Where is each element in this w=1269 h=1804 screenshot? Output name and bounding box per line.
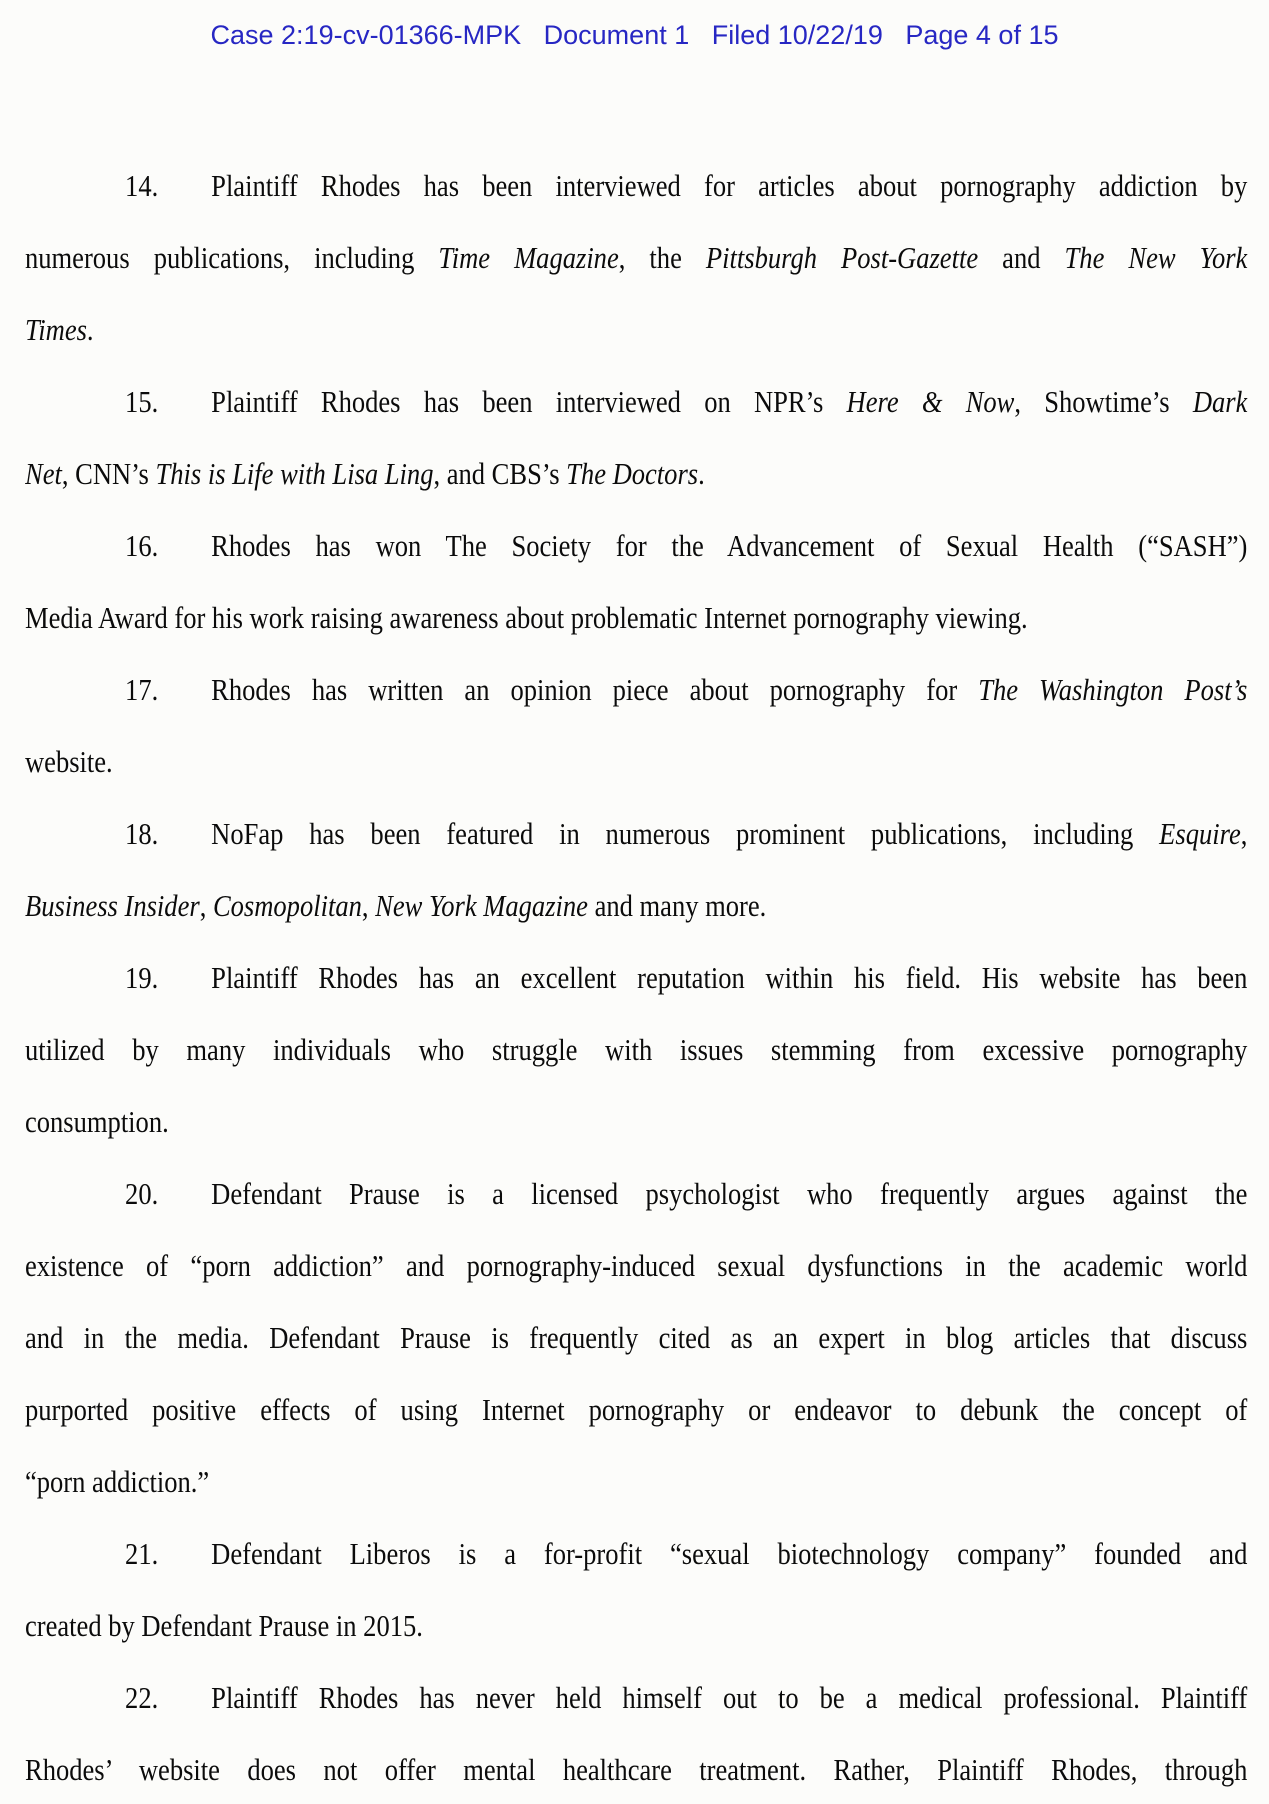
- text-line: [25, 150, 1247, 222]
- text-line: [25, 438, 1247, 510]
- text-segment: Plaintiff Rhodes has an excellent reputation within his field. His website has been: [211, 961, 1248, 995]
- italic-text: The New York: [1064, 241, 1248, 275]
- italic-text: Cosmopolitan: [212, 889, 362, 923]
- text-segment: Plaintiff Rhodes has been interviewed for articles about pornography addiction by: [211, 169, 1248, 203]
- text-segment: , and CBS’s: [433, 457, 567, 491]
- document-body: [25, 150, 1247, 1804]
- text-segment: Defendant Prause is a licensed psychologist who frequently argues against the: [211, 1177, 1248, 1211]
- text-segment: and: [978, 241, 1065, 275]
- italic-text: This is Life with Lisa Ling: [155, 457, 434, 491]
- text-line: [25, 1446, 1247, 1518]
- text-segment: Rhodes has won The Society for the Advancement of Sexual Health (“SASH”): [211, 529, 1248, 563]
- paragraph-19: [25, 942, 1247, 1158]
- text-line: [25, 1158, 1247, 1230]
- text-segment: website.: [25, 745, 113, 779]
- paragraph-18: [25, 798, 1247, 942]
- paragraph-number: 15.: [125, 385, 159, 419]
- text-line: [25, 1302, 1247, 1374]
- text-segment: , CNN’s: [61, 457, 156, 491]
- text-line: [25, 1086, 1247, 1158]
- text-line: [25, 294, 1247, 366]
- text-line: [25, 366, 1247, 438]
- text-line: [25, 1230, 1247, 1302]
- text-line: [25, 1518, 1247, 1590]
- text-segment: Plaintiff Rhodes has never held himself out to be a medical professional. Plaintiff: [211, 1681, 1248, 1715]
- text-segment: “porn addiction.”: [25, 1465, 210, 1499]
- text-line: [25, 870, 1247, 942]
- italic-text: Business Insider: [25, 889, 200, 923]
- italic-text: The Washington Post’s: [978, 673, 1248, 707]
- italic-text: Time Magazine: [438, 241, 619, 275]
- paragraph-number: 18.: [125, 817, 159, 851]
- paragraph-20: [25, 1158, 1247, 1518]
- text-segment: created by Defendant Prause in 2015.: [25, 1609, 423, 1643]
- text-segment: Plaintiff Rhodes has been interviewed on NPR’s: [211, 385, 847, 419]
- text-line: [25, 1734, 1247, 1804]
- paragraph-15: [25, 366, 1247, 510]
- text-line: [25, 1662, 1247, 1734]
- text-segment: ,: [1240, 817, 1248, 851]
- text-line: [25, 1374, 1247, 1446]
- text-segment: and many more.: [587, 889, 767, 923]
- case-stamp-header: Case 2:19-cv-01366-MPK Document 1 Filed 10/22/19 Page 4 of 15: [210, 20, 1059, 50]
- paragraph-16: [25, 510, 1247, 654]
- paragraph-22: [25, 1662, 1247, 1804]
- text-segment: , the: [618, 241, 706, 275]
- italic-text: Dark: [1192, 385, 1248, 419]
- italic-text: Pittsburgh Post-Gazette: [705, 241, 979, 275]
- text-segment: Rhodes has written an opinion piece about pornography for: [211, 673, 979, 707]
- italic-text: Times: [25, 313, 87, 347]
- paragraph-number: 14.: [125, 169, 159, 203]
- text-segment: Rhodes’ website does not offer mental healthcare treatment. Rather, Plaintiff Rhodes, through: [25, 1753, 1248, 1787]
- paragraph-21: [25, 1518, 1247, 1662]
- text-line: [25, 582, 1247, 654]
- text-segment: NoFap has been featured in numerous prominent publications, including: [211, 817, 1160, 851]
- text-segment: consumption.: [25, 1105, 169, 1139]
- text-line: [25, 510, 1247, 582]
- paragraph-number: 17.: [125, 673, 159, 707]
- text-segment: Media Award for his work raising awareness about problematic Internet pornography viewing.: [25, 601, 1028, 635]
- text-segment: numerous publications, including: [25, 241, 439, 275]
- paragraph-number: 22.: [125, 1681, 159, 1715]
- text-line: [25, 726, 1247, 798]
- text-line: [25, 1014, 1247, 1086]
- text-segment: ,: [199, 889, 213, 923]
- italic-text: Esquire: [1159, 817, 1241, 851]
- paragraph-number: 16.: [125, 529, 159, 563]
- text-line: [25, 798, 1247, 870]
- text-segment: existence of “porn addiction” and pornography-induced sexual dysfunctions in the academic world: [25, 1249, 1248, 1283]
- italic-text: Net: [25, 457, 62, 491]
- text-line: [25, 222, 1247, 294]
- text-segment: and in the media. Defendant Prause is frequently cited as an expert in blog articles that discuss: [25, 1321, 1248, 1355]
- italic-text: Here & Now: [846, 385, 1015, 419]
- paragraph-number: 20.: [125, 1177, 159, 1211]
- text-segment: , Showtime’s: [1014, 385, 1193, 419]
- text-segment: Defendant Liberos is a for-profit “sexual biotechnology company” founded and: [211, 1537, 1248, 1571]
- italic-text: New York Magazine: [375, 889, 588, 923]
- text-segment: .: [698, 457, 705, 491]
- text-segment: purported positive effects of using Internet pornography or endeavor to debunk the concept of: [25, 1393, 1248, 1427]
- text-segment: ,: [361, 889, 376, 923]
- italic-text: The Doctors: [566, 457, 699, 491]
- paragraph-number: 19.: [125, 961, 159, 995]
- text-line: [25, 942, 1247, 1014]
- text-line: [25, 654, 1247, 726]
- text-line: [25, 1590, 1247, 1662]
- text-segment: .: [86, 313, 94, 347]
- paragraph-number: 21.: [125, 1537, 159, 1571]
- paragraph-14: [25, 150, 1247, 366]
- text-segment: utilized by many individuals who struggle with issues stemming from excessive pornography: [25, 1033, 1248, 1067]
- paragraph-17: [25, 654, 1247, 798]
